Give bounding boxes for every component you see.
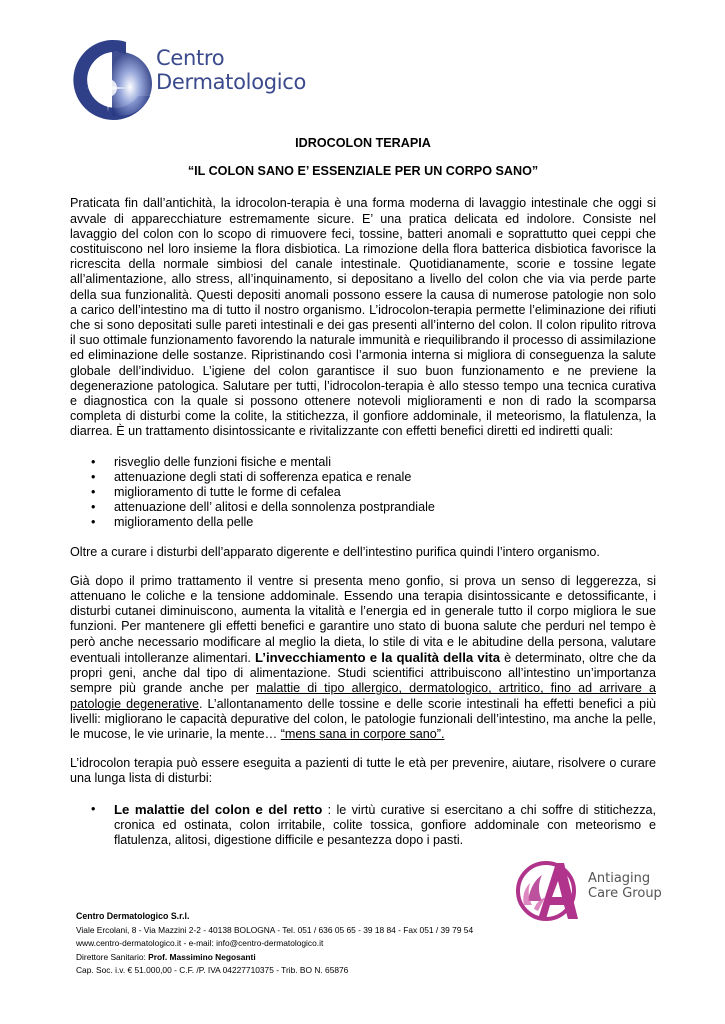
footer-legal: Cap. Soc. i.v. € 51.000,00 - C.F. /P. IVA 04227710375 - Trib. BO N. 65876 — [76, 965, 349, 975]
director-label: Direttore Sanitario: — [76, 951, 149, 962]
colon-diseases-text: : le virtù curative si esercitano a chi soffre di stitichezza, cronica ed ostinata, colon irritabile, colite tossica, gonfiore addominale con meteorismo e flatulenza, alitosi, digestione difficile e pesantezza dopo i pasti. — [114, 802, 657, 847]
partner-line-1: Antiaging — [588, 871, 651, 886]
effects-paragraph — [70, 574, 656, 742]
list-item: • attenuazione degli stati di sofferenza epatica e renale — [114, 470, 656, 485]
aging-quality-bold: L’invecchiamento e la qualità della vita — [254, 649, 501, 665]
colon-diseases-bold: Le malattie del colon e del retto — [114, 801, 323, 817]
patients-paragraph: L’idrocolon terapia può essere eseguita a pazienti di tutte le età per prevenire, aiutare, risolvere o curare una lunga lista di disturbi: — [70, 756, 656, 786]
motto-quote: “mens sana in corpore sano”. — [280, 726, 445, 741]
footer-contacts: www.centro-dermatologico.it - e-mail: info@centro-dermatologico.it — [76, 938, 324, 948]
list-item: • miglioramento di tutte le forme di cefalea — [114, 485, 656, 500]
summary-paragraph: Oltre a curare i disturbi dell’apparato digerente e dell’intestino purifica quindi l’intero organismo. — [70, 544, 600, 559]
logo-line-2: Dermatologico — [156, 70, 307, 94]
cd-emblem-icon — [68, 36, 158, 126]
document-subtitle: “IL COLON SANO E’ ESSENZIALE PER UN CORPO SANO” — [187, 164, 539, 179]
partner-line-2: Care Group — [588, 886, 662, 901]
centro-dermatologico-logo — [68, 36, 307, 126]
document-title: IDROCOLON TERAPIA — [295, 136, 431, 150]
list-item — [114, 802, 656, 849]
effects-text-a: Già dopo il primo trattamento il ventre si presenta meno gonfio, si prova un senso di leggerezza, si attenuano le coliche e la tensione addominale. Essendo una terapia disintossicante e detossificante, i disturbi cutanei diminuiscono, aumenta la vitalità e l’energia ed in generale tutto il corpo migliora le sue funzioni. Per mantenere gli effetti benefici e garantire uno stato di buona salute che perduri nel tempo è però anche necessario modificare al meglio la dieta, lo stile di vita e le abitudine della persona, valutare eventuali intolleranze alimentari. — [70, 573, 656, 665]
document-body — [70, 136, 656, 848]
footer — [76, 910, 473, 978]
benefits-list — [70, 455, 656, 531]
antiaging-care-group-logo — [516, 853, 666, 925]
list-item: • risveglio delle funzioni fisiche e mentali — [114, 455, 656, 470]
disorders-list — [70, 802, 656, 849]
diseases-underlined: malattie di tipo allergico, dermatologico, artritico, fino ad arrivare a patologie degenerative — [70, 681, 656, 711]
list-item: • attenuazione dell’ alitosi e della sonnolenza postprandiale — [114, 500, 656, 515]
intro-paragraph: Praticata fin dall’antichità, la idrocolon-terapia è una forma moderna di lavaggio intestinale che oggi si avvale di apparecchiature estremamente sicure. E’ una pratica delicata ed indolore. Consiste nel lavaggio del colon con lo scopo di rimuovere feci, tossine, batteri anomali e soprattutto quei ceppi che costituiscono nel loro insieme la flora disbiotica. La rimozione della flora batterica disbiotica favorisce la ricrescita della normale simbiosi del canale intestinale. Quotidianamente, scorie e tossine legate all’alimentazione, allo stress, all’inquinamento, si depositano a livello del colon che via via perde parte della sua funzionalità. Questi depositi anomali possono essere la causa di numerose patologie non solo a carico dell’intestino ma di tutto il nostro organismo. L’idrocolon-terapia permette l’eliminazione dei rifiuti che si sono depositati sulle pareti intestinali e dei gas presenti all’interno del colon. Il colon ripulito ritrova il suo ottimale funzionamento favorendo la naturale immunità e riequilibrando il processo di assimilazione ed eliminazione delle sostanze. Ripristinando così l’armonia interna si migliora di conseguenza la salute globale dell’individuo. L’igiene del colon garantisce il suo buon funzionamento e ne previene la degenerazione patologica. Salutare per tutti, l’idrocolon-terapia è allo stesso tempo una tecnica curativa e diagnostica con la quale si possono ottenere notevoli miglioramenti e non di rado la scomparsa completa di disturbi come la colite, la stitichezza, il gonfiore addominale, il meteorismo, la flatulenza, la diarrea. È un trattamento disintossicante e rivitalizzante con effetti benefici diretti ed indiretti quali: — [70, 196, 656, 439]
effects-text-b: è determinato, oltre che da propri geni, anche dal tipo di alimentazione. Studi scientifici attribuiscono all’intestino un’importanza sempre più grande anche per — [70, 650, 656, 696]
effects-text-c: . L’allontanamento delle tossine e delle scorie intestinali ha effetti benefici a più livelli: migliorano le capacità depurative del colon, le patologie funzionali dell’intestino, ma anche la pelle, le mucose, le vie urinarie, la mente… — [70, 696, 656, 741]
antiaging-emblem-icon — [516, 853, 584, 925]
footer-director — [76, 951, 473, 965]
logo-line-1: Centro — [156, 46, 225, 70]
list-item: • miglioramento della pelle — [114, 515, 656, 530]
director-name: Prof. Massimino Negosanti — [148, 951, 256, 962]
footer-address: Viale Ercolani, 8 - Via Mazzini 2-2 - 40138 BOLOGNA - Tel. 051 / 636 05 65 - 39 18 84 - Fax 051 / 39 79 54 — [76, 924, 474, 935]
footer-company: Centro Dermatologico S.r.l. — [76, 911, 190, 921]
